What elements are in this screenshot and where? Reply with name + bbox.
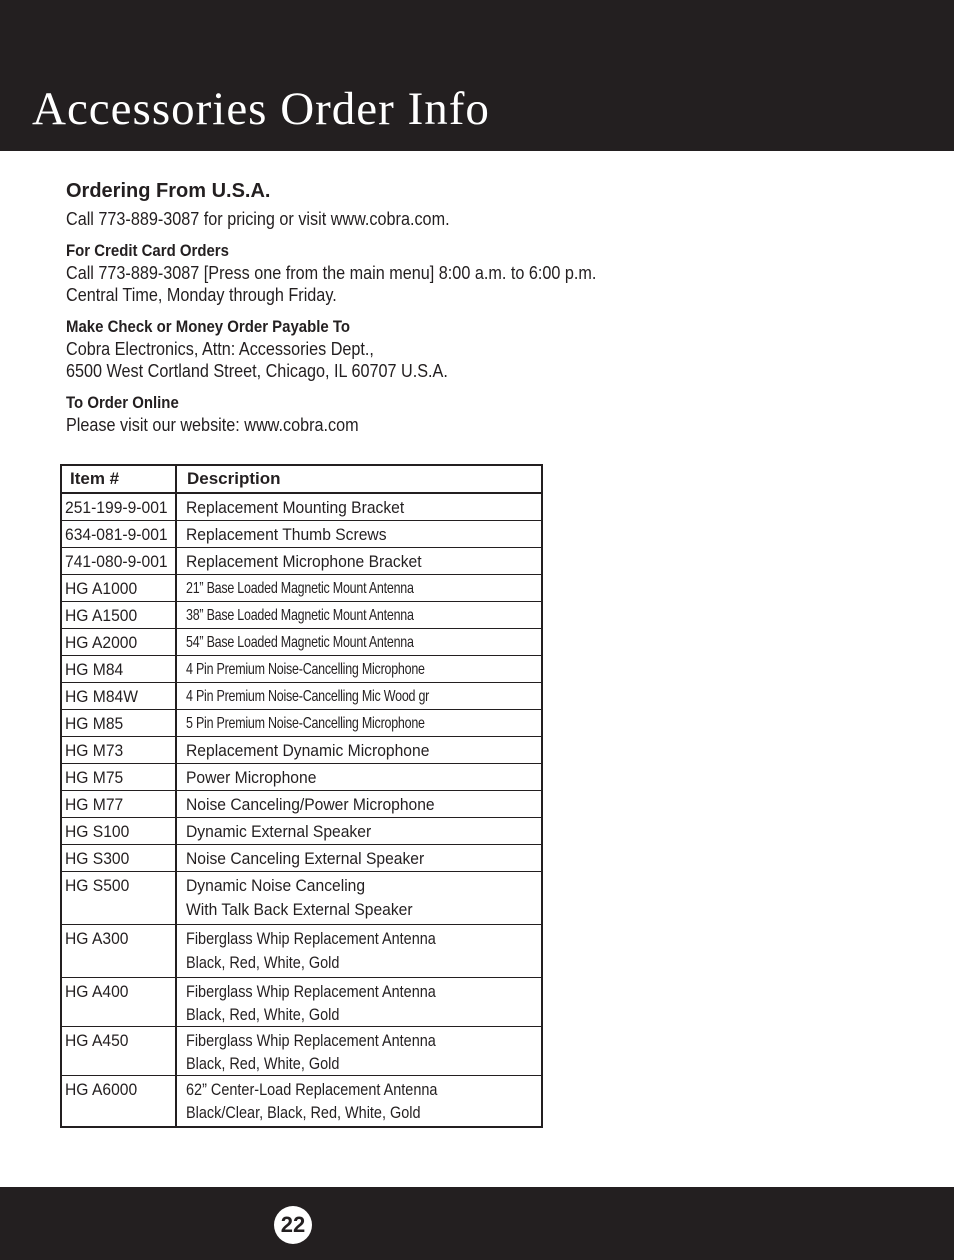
- item-number: HG A6000: [65, 1080, 138, 1099]
- page-number: 22: [274, 1206, 312, 1244]
- accessories-table: [60, 464, 543, 1128]
- item-description: [186, 550, 422, 574]
- credit-card-block: [66, 240, 886, 306]
- description-line: Power Microphone: [186, 768, 317, 787]
- description-line: Black, Red, White, Gold: [186, 1054, 340, 1073]
- ordering-heading: Ordering From U.S.A.: [66, 180, 271, 202]
- item-description: [186, 631, 414, 655]
- credit-heading: For Credit Card Orders: [66, 241, 229, 260]
- table-row: [62, 737, 541, 764]
- description-line: Replacement Mounting Bracket: [186, 498, 405, 517]
- item-description: [186, 496, 404, 520]
- table-row: [62, 710, 541, 737]
- description-line: Noise Canceling External Speaker: [186, 849, 425, 868]
- description-line: 4 Pin Premium Noise-Cancelling Mic Wood gr: [186, 688, 430, 705]
- item-number: 251-199-9-001: [65, 498, 168, 517]
- item-number: HG M75: [65, 768, 124, 787]
- online-heading: To Order Online: [66, 393, 179, 412]
- item-description: [186, 523, 387, 547]
- description-line: Fiberglass Whip Replacement Antenna: [186, 929, 436, 948]
- item-number: 741-080-9-001: [65, 552, 168, 571]
- item-description: [186, 658, 425, 682]
- item-number: HG M73: [65, 741, 124, 760]
- table-header: [62, 466, 541, 494]
- check-block: [66, 316, 886, 382]
- description-line: Replacement Dynamic Microphone: [186, 741, 430, 760]
- item-description: [186, 1078, 437, 1124]
- description-line: Replacement Microphone Bracket: [186, 552, 422, 571]
- description-line: 38” Base Loaded Magnetic Mount Antenna: [186, 607, 414, 624]
- item-description: [186, 793, 435, 817]
- item-number: HG S300: [65, 849, 130, 868]
- footer-bar: [0, 1187, 954, 1260]
- check-heading: Make Check or Money Order Payable To: [66, 317, 351, 336]
- item-description: [186, 604, 414, 628]
- description-line: Noise Canceling/Power Microphone: [186, 795, 435, 814]
- table-row: [62, 925, 541, 978]
- page-title: Accessories Order Info: [32, 83, 490, 135]
- table-row: [62, 791, 541, 818]
- table-row: [62, 845, 541, 872]
- item-number: HG S100: [65, 822, 130, 841]
- table-row: [62, 764, 541, 791]
- description-line: Replacement Thumb Screws: [186, 525, 387, 544]
- description-line: Black/Clear, Black, Red, White, Gold: [186, 1103, 421, 1122]
- item-number: HG A400: [65, 982, 129, 1001]
- item-number: HG M84W: [65, 687, 138, 706]
- description-line: 54” Base Loaded Magnetic Mount Antenna: [186, 634, 414, 651]
- item-number: HG M84: [65, 660, 124, 679]
- item-number: 634-081-9-001: [65, 525, 168, 544]
- table-row: [62, 521, 541, 548]
- table-row: [62, 872, 541, 925]
- description-line: 5 Pin Premium Noise-Cancelling Microphone: [186, 715, 425, 732]
- table-row: [62, 602, 541, 629]
- item-number: HG M85: [65, 714, 124, 733]
- item-description: [186, 874, 413, 922]
- item-number: HG A2000: [65, 633, 138, 652]
- description-line: Fiberglass Whip Replacement Antenna: [186, 1031, 436, 1050]
- online-line: Please visit our website: www.cobra.com: [66, 415, 359, 435]
- ordering-info: [66, 178, 886, 446]
- item-number: HG A1000: [65, 579, 138, 598]
- table-row: [62, 575, 541, 602]
- description-line: Black, Red, White, Gold: [186, 953, 340, 972]
- description-line: Black, Red, White, Gold: [186, 1005, 340, 1024]
- column-header-item: Item #: [70, 469, 120, 488]
- table-row: [62, 548, 541, 575]
- item-description: [186, 577, 414, 601]
- item-number: HG A450: [65, 1031, 129, 1050]
- item-description: [186, 847, 424, 871]
- table-row: [62, 494, 541, 521]
- table-row: [62, 656, 541, 683]
- description-line: 21” Base Loaded Magnetic Mount Antenna: [186, 580, 414, 597]
- check-line-1: Cobra Electronics, Attn: Accessories Dept.,: [66, 339, 374, 359]
- ordering-intro: Call 773-889-3087 for pricing or visit www.cobra.com.: [66, 209, 450, 229]
- online-block: [66, 392, 886, 436]
- item-number: HG S500: [65, 876, 130, 895]
- item-number: HG A1500: [65, 606, 138, 625]
- credit-line-2: Central Time, Monday through Friday.: [66, 285, 337, 305]
- item-description: [186, 980, 436, 1026]
- description-line: Dynamic External Speaker: [186, 822, 372, 841]
- table-row: [62, 818, 541, 845]
- column-header-description: Description: [187, 469, 281, 488]
- description-line: Fiberglass Whip Replacement Antenna: [186, 982, 436, 1001]
- description-line: With Talk Back External Speaker: [186, 900, 413, 919]
- ordering-intro-block: [66, 208, 886, 230]
- table-row: [62, 1076, 541, 1125]
- header-bar: [0, 0, 954, 151]
- table-row: [62, 683, 541, 710]
- description-line: 4 Pin Premium Noise-Cancelling Microphone: [186, 661, 425, 678]
- table-row: [62, 629, 541, 656]
- description-line: Dynamic Noise Canceling: [186, 876, 366, 895]
- item-description: [186, 766, 316, 790]
- check-line-2: 6500 West Cortland Street, Chicago, IL 60707 U.S.A.: [66, 361, 448, 381]
- item-description: [186, 820, 371, 844]
- item-number: HG M77: [65, 795, 124, 814]
- table-row: [62, 978, 541, 1027]
- item-description: [186, 712, 425, 736]
- credit-line-1: Call 773-889-3087 [Press one from the main menu] 8:00 a.m. to 6:00 p.m.: [66, 263, 597, 283]
- table-row: [62, 1027, 541, 1076]
- item-description: [186, 1029, 436, 1075]
- item-description: [186, 927, 436, 975]
- item-number: HG A300: [65, 929, 129, 948]
- description-line: 62” Center-Load Replacement Antenna: [186, 1080, 438, 1099]
- item-description: [186, 739, 429, 763]
- item-description: [186, 685, 429, 709]
